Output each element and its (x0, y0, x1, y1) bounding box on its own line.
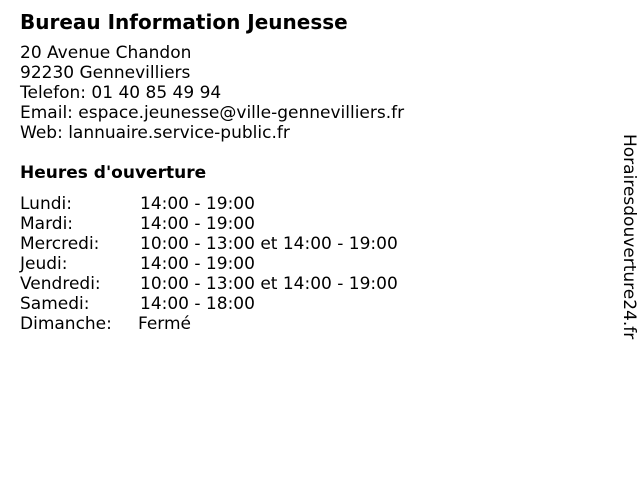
time-value: 14:00 - 18:00 (140, 294, 255, 314)
phone-number: Telefon: 01 40 85 49 94 (20, 83, 222, 103)
source-watermark: Horairesdouverture24.fr (619, 134, 639, 340)
website: Web: lannuaire.service-public.fr (20, 123, 290, 143)
street-address: 20 Avenue Chandon (20, 43, 192, 63)
city-postcode: 92230 Gennevilliers (20, 63, 191, 83)
day-label: Dimanche: (20, 314, 112, 334)
time-value: 14:00 - 19:00 (140, 214, 255, 234)
time-value: Fermé (138, 314, 192, 334)
day-label: Lundi: (20, 194, 72, 214)
day-label: Samedi: (20, 294, 90, 314)
day-label: Mardi: (20, 214, 74, 234)
opening-hours-heading: Heures d'ouverture (20, 163, 207, 183)
time-value: 14:00 - 19:00 (140, 194, 255, 214)
page-title: Bureau Information Jeunesse (20, 10, 348, 34)
day-label: Mercredi: (20, 234, 100, 254)
email-address: Email: espace.jeunesse@ville-gennevilliers.fr (20, 103, 405, 123)
day-label: Jeudi: (20, 254, 68, 274)
time-value: 10:00 - 13:00 et 14:00 - 19:00 (140, 274, 398, 294)
time-value: 14:00 - 19:00 (140, 254, 255, 274)
time-value: 10:00 - 13:00 et 14:00 - 19:00 (140, 234, 398, 254)
address-block (20, 43, 404, 143)
day-label: Vendredi: (20, 274, 101, 294)
